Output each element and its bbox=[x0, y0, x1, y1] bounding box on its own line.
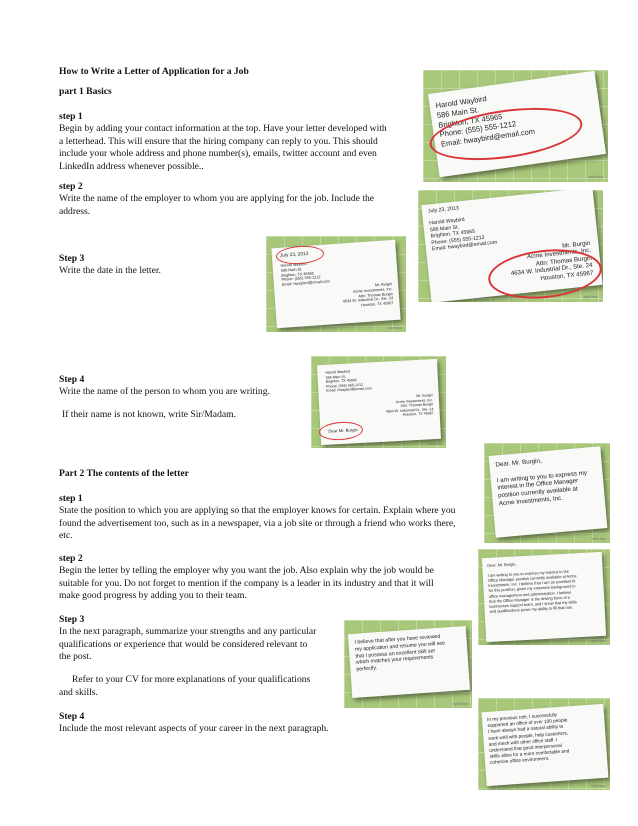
watermark: wikiHow bbox=[591, 638, 606, 643]
illustration-strengths bbox=[344, 620, 472, 708]
part2-step2-text: Begin the letter by telling the employer why you want the job. Also explain why the job would be suitable for you. Do not forget to mention if the company is a leader in its industry and that it will make good progress by adding you to their team. bbox=[59, 565, 434, 602]
step4-note: If their name is not known, write Sir/Madam. bbox=[62, 409, 236, 420]
step1-text: Begin by adding your contact information at the top. Have your letter developed with a letterhead. This will ensure that the hiring company can reply to you. This should include your whole address and phone number(s), emails, twitter account and even LinkedIn address whenever possible.. bbox=[59, 123, 387, 172]
step2-heading: step 2 bbox=[59, 181, 83, 192]
letter-excerpt: In my previous role, I successfully supported an office of over 100 people. I have always had a natural ability to work well with people, help customers, and mesh with other office staff. I understand that good interpersonal skills allow for a more comfortable and cohesive office environment. bbox=[482, 704, 609, 786]
step3-heading: Step 3 bbox=[59, 253, 85, 264]
letter-date: July 23, 2013 bbox=[279, 251, 309, 259]
watermark: wikiHow bbox=[583, 294, 598, 299]
step2-text: Write the name of the employer to whom you are applying for the job. Include the address. bbox=[59, 193, 375, 217]
illustration-recipient-name bbox=[311, 356, 446, 448]
part2-step3-note: Refer to your CV for more explanations of your qualifications and skills. bbox=[59, 674, 311, 698]
watermark: wikiHow bbox=[427, 441, 442, 446]
salutation: Dear Mr. Burgin bbox=[328, 427, 358, 434]
letter-date: July 23, 2013 bbox=[427, 205, 460, 215]
document-title: How to Write a Letter of Application for a Job bbox=[59, 66, 249, 77]
part2-step3-heading: Step 3 bbox=[59, 614, 85, 625]
part1-heading: part 1 Basics bbox=[59, 86, 112, 97]
letter-excerpt: I believe that after you have reviewed my application and resume you will see that I possess an excellent skill set which matches your requirements perfectly. bbox=[348, 626, 470, 698]
illustration-employer-address bbox=[418, 190, 603, 302]
sender-address: Harold Waybird 586 Main St. Brighton, TX 45965 Phone: (555) 555-1212 Email: hwaybird@email.com bbox=[428, 216, 498, 253]
part2-step3-text: In the next paragraph, summarize your strengths and any particular qualifications or experience that would be considered relevant to the post. bbox=[59, 626, 317, 663]
sender-address: Harold Waybird 586 Main St. Brighton, TX 45965 Phone: (555) 555-1212 Email: hwaybird@email.com bbox=[280, 262, 330, 287]
illustration-contact-info bbox=[423, 70, 608, 182]
step1-heading: step 1 bbox=[59, 111, 83, 122]
watermark: wikiHow bbox=[591, 783, 606, 788]
recipient-address: Mr. Burgin Acme Investments, Inc. Attn: Thomas Burgin 4634 W. Industrial Dr., Ste. 24 Houston, TX 45967 bbox=[385, 393, 434, 418]
part2-step1-text: State the position to which you are applying so that the employer knows for certain. Explain where you found the advertisement too, such as in a newspaper, via a job site or through a friend who works there, etc. bbox=[59, 505, 456, 542]
part2-heading: Part 2 The contents of the letter bbox=[59, 468, 189, 479]
illustration-position-statement bbox=[484, 443, 610, 543]
letterhead-card: Harold Waybird 586 Main St. Brighton, TX 45965 Phone: (555) 555-1212 Email: hwaybird@email.com bbox=[428, 71, 606, 178]
recipient-address: Mr. Burgin Acme Investments, Inc. Attn: Thomas Burgin 4634 W. Industrial Dr., Ste. 24 Houston, TX 45967 bbox=[342, 282, 394, 308]
step4-heading: Step 4 bbox=[59, 374, 85, 385]
part2-step2-heading: step 2 bbox=[59, 553, 83, 564]
watermark: wikiHow bbox=[387, 325, 402, 330]
letter-excerpt: Dear. Mr. Burgin, I am writing to you to express my interest in the Office Manager position currently available at Acme Investments, Inc. I believe that I am an excellent fit for this position, given my extensive background in office management and administration. I believe that the Office Manager is the driving force of a businesses support team, and I know that my skills and qualifications prove my ability to fill that role. bbox=[482, 552, 606, 642]
part2-step4-heading: Step 4 bbox=[59, 711, 85, 722]
watermark: wikiHow bbox=[591, 536, 606, 541]
letter-excerpt: Dear. Mr. Burgin, I am writing to you to express my interest in the Office Manager position currently available at Acme Investments, Inc. bbox=[489, 446, 608, 537]
watermark: wikiHow bbox=[588, 174, 603, 179]
recipient-address: Mr. Burgin Acme Investments, Inc. Attn: Thomas Burgin 4634 W. Industrial Dr., Ste. 24 Houston, TX 45967 bbox=[510, 239, 594, 282]
step3-text: Write the date in the letter. bbox=[59, 265, 161, 276]
illustration-career-highlights bbox=[478, 698, 610, 790]
sender-address: Harold Waybird 586 Main St. Brighton, TX 45965 Phone: (555) 555-1212 Email: hwaybird@email.com bbox=[325, 369, 372, 394]
illustration-why-the-job bbox=[478, 549, 610, 645]
part2-step1-heading: step 1 bbox=[59, 493, 83, 504]
watermark: wikiHow bbox=[453, 701, 468, 706]
step4-text: Write the name of the person to whom you are writing. bbox=[59, 386, 270, 397]
part2-step4-text: Include the most relevant aspects of your career in the next paragraph. bbox=[59, 723, 329, 734]
illustration-date bbox=[266, 236, 406, 332]
